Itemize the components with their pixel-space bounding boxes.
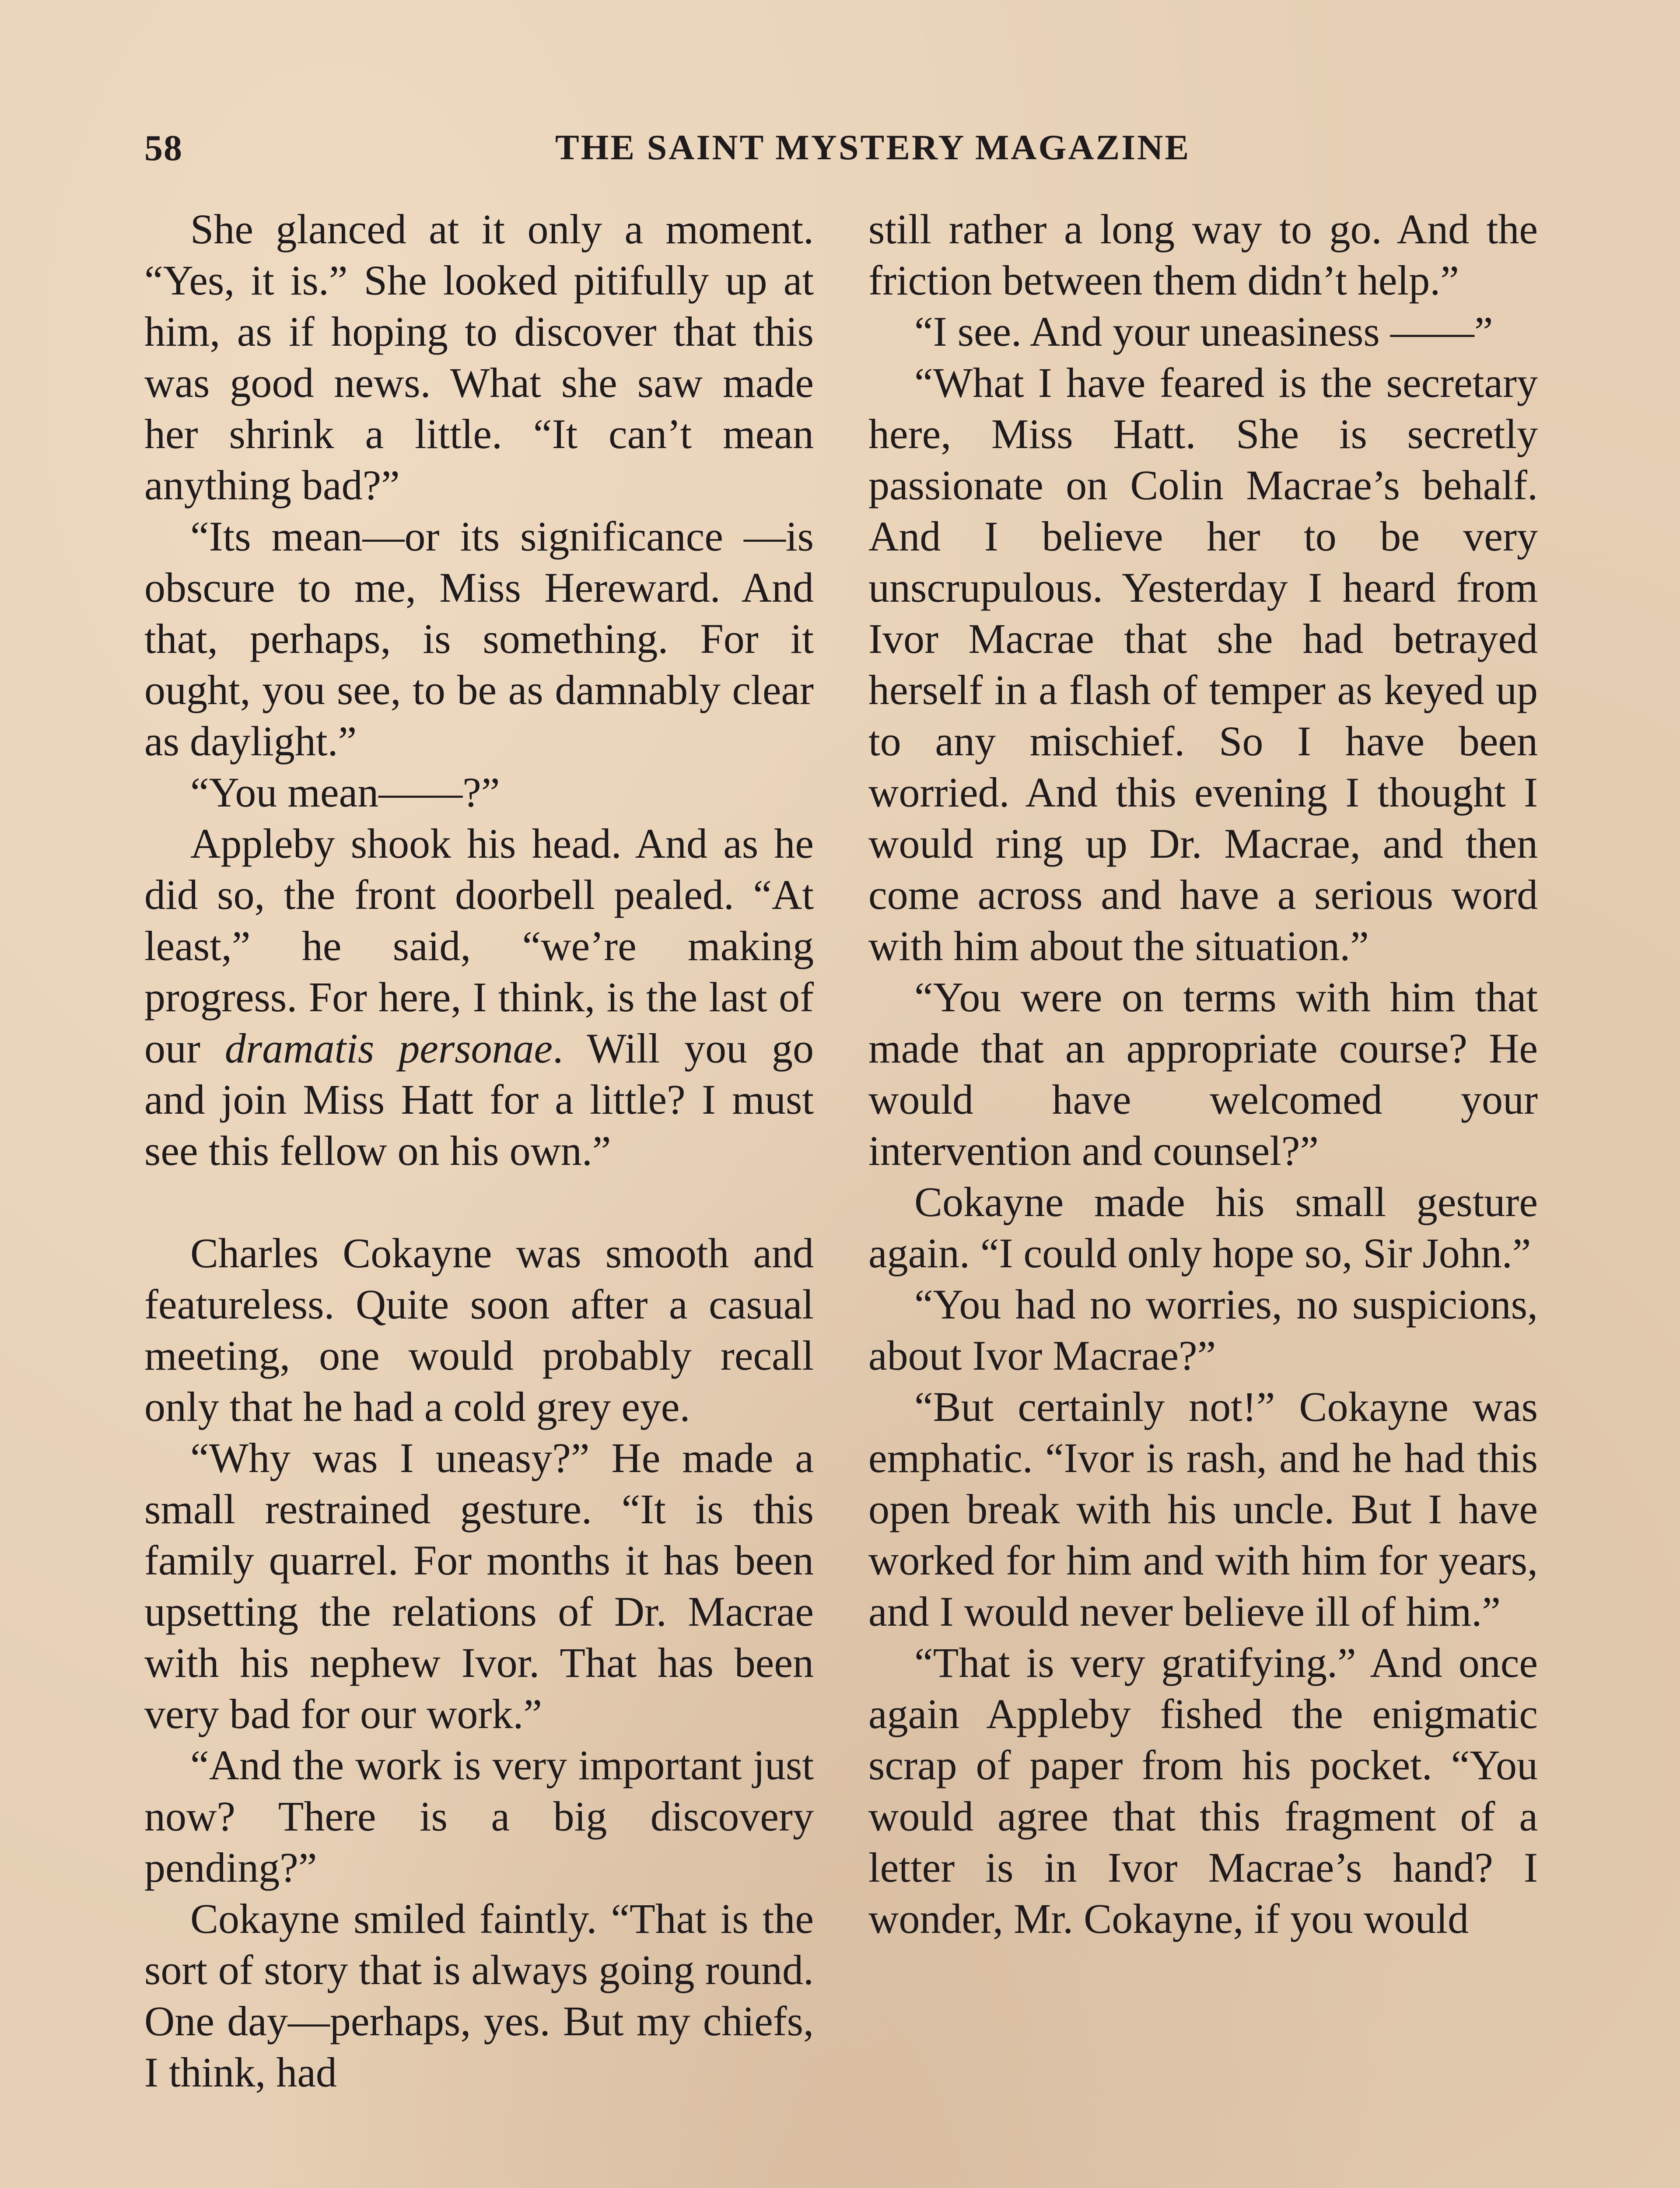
paragraph: “I see. And your uneasiness ——”	[914, 308, 1493, 355]
magazine-title: THE SAINT MYSTERY MAGAZINE	[555, 127, 1191, 167]
paragraph: still rather a long way to go. And the friction between them didn’t help.”	[868, 206, 1538, 304]
page-number: 58	[144, 128, 183, 168]
paragraph-text: Appleby shook his head. And as he did so, the front doorbell pealed. “At least,” he said, “we’re making progress. For here, I think, is the last of our	[144, 820, 814, 1072]
paragraph: She glanced at it only a moment. “Yes, it is.” She looked pitifully up at him, as if hoping to discover that this was good news. What she saw made her shrink a little. “It can’t mean anything bad?”	[144, 206, 814, 508]
left-column	[144, 203, 814, 2098]
paragraph: “But certainly not!” Cokayne was emphatic. “Ivor is rash, and he had this open break with his uncle. But I have worked for him and with him for years, and I would never believe ill of him.”	[868, 1383, 1538, 1635]
paragraph: “You mean——?”	[190, 769, 500, 816]
paragraph: “And the work is very important just now? There is a big discovery pending?”	[144, 1742, 814, 1891]
paragraph: “That is very gratifying.” And once again Appleby fished the enigmatic scrap of paper from his pocket. “You would agree that this fragment of a letter is in Ivor Macrae’s hand? I wonder, Mr. Cokayne, if you would	[868, 1639, 1538, 1942]
running-head	[144, 127, 1536, 179]
paragraph: “You were on terms with him that made that an appropriate course? He would have welcomed your intervention and counsel?”	[868, 974, 1538, 1174]
paragraph: Charles Cokayne was smooth and featureless. Quite soon after a casual meeting, one would probably recall only that he had a cold grey eye.	[144, 1230, 814, 1430]
paragraph-text: . Will you go and join Miss Hatt for a little? I must see this fellow on his own.”	[144, 1025, 814, 1174]
italic-phrase: dramatis personae	[224, 1025, 553, 1072]
paragraph: “You had no worries, no suspicions, about Ivor Macrae?”	[868, 1281, 1538, 1379]
right-column	[868, 203, 1538, 1944]
paragraph	[144, 818, 814, 1176]
paragraph: Cokayne smiled faintly. “That is the sort of story that is always going round. One day—perhaps, yes. But my chiefs, I think, had	[144, 1895, 814, 2096]
paragraph: “What I have feared is the secretary here, Miss Hatt. She is secretly passionate on Colin Macrae’s behalf. And I believe her to be very unscrupulous. Yesterday I heard from Ivor Macrae that she had betrayed herself in a flash of temper as keyed up to any mischief. So I have been worried. And this evening I thought I would ring up Dr. Macrae, and then come across and have a serious word with him about the situation.”	[868, 359, 1538, 969]
paragraph: Cokayne made his small gesture again. “I could only hope so, Sir John.”	[868, 1178, 1538, 1276]
paragraph: “Its mean—or its significance —is obscure to me, Miss Hereward. And that, perhaps, is something. For it ought, you see, to be as damnably clear as daylight.”	[144, 513, 814, 764]
paragraph: “Why was I uneasy?” He made a small restrained gesture. “It is this family quarrel. For months it has been upsetting the relations of Dr. Macrae with his nephew Ivor. That has been very bad for our work.”	[144, 1434, 814, 1737]
